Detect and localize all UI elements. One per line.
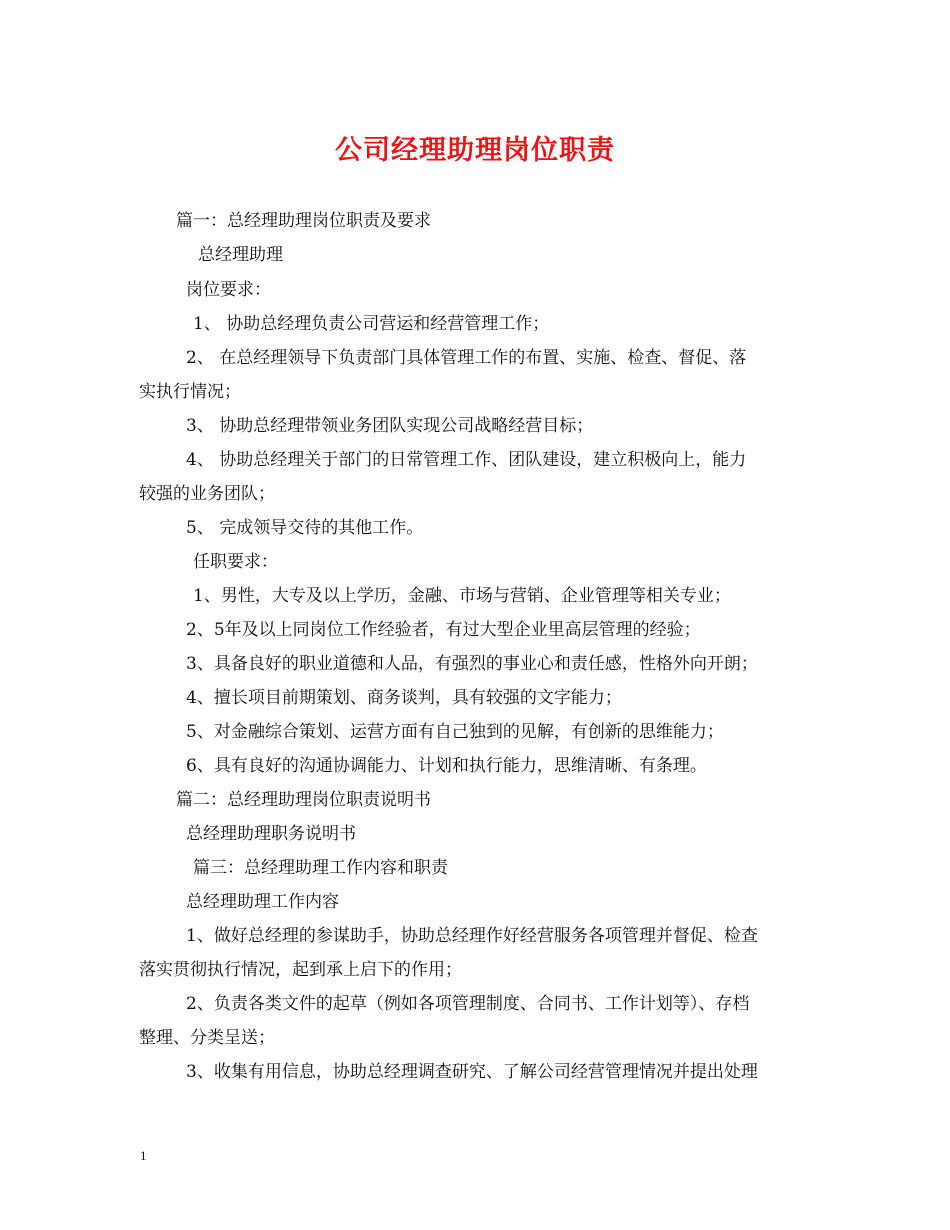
paragraph-line: 6、具有良好的沟通协调能力、计划和执行能力，思维清晰、有条理。 (186, 756, 707, 776)
paragraph-line: 落实贯彻执行情况，起到承上启下的作用； (139, 960, 462, 980)
paragraph-line: 1、男性，大专及以上学历，金融、市场与营销、企业管理等相关专业； (193, 586, 731, 606)
paragraph-line: 1、 协助总经理负责公司营运和经营管理工作； (193, 314, 550, 334)
paragraph-line: 篇二：总经理助理岗位职责说明书 (176, 790, 431, 810)
paragraph-line: 任职要求： (193, 552, 278, 572)
paragraph-line: 3、 协助总经理带领业务团队实现公司战略经营目标； (186, 416, 594, 436)
paragraph-line: 2、 在总经理领导下负责部门具体管理工作的布置、实施、检查、督促、落 (186, 348, 747, 368)
paragraph-line: 1、做好总经理的参谋助手，协助总经理作好经营服务各项管理并督促、检查 (186, 926, 758, 946)
paragraph-line: 5、 完成领导交待的其他工作。 (186, 518, 424, 538)
paragraph-line: 4、擅长项目前期策划、商务谈判，具有较强的文字能力； (186, 688, 622, 708)
paragraph-line: 3、收集有用信息，协助总经理调查研究、了解公司经营管理情况并提出处理 (186, 1062, 758, 1082)
paragraph-line: 整理、分类呈送； (139, 1028, 275, 1048)
page-number: 1 (140, 1148, 147, 1163)
paragraph-line: 岗位要求： (186, 280, 271, 300)
paragraph-line: 5、对金融综合策划、运营方面有自己独到的见解，有创新的思维能力； (186, 722, 724, 742)
paragraph-line: 实执行情况； (139, 382, 241, 402)
paragraph-line: 篇一：总经理助理岗位职责及要求 (176, 211, 431, 231)
document-title: 公司经理助理岗位职责 (335, 135, 615, 166)
paragraph-line: 3、具备良好的职业道德和人品，有强烈的事业心和责任感，性格外向开朗； (186, 654, 758, 674)
paragraph-line: 较强的业务团队； (139, 484, 275, 504)
paragraph-line: 2、负责各类文件的起草（例如各项管理制度、合同书、工作计划等）、存档 (186, 994, 750, 1014)
paragraph-line: 总经理助理 (198, 245, 283, 265)
paragraph-line: 总经理助理职务说明书 (186, 824, 356, 844)
paragraph-line: 4、 协助总经理关于部门的日常管理工作、团队建设，建立积极向上，能力 (186, 450, 747, 470)
paragraph-line: 2、5年及以上同岗位工作经验者，有过大型企业里高层管理的经验； (186, 620, 701, 640)
paragraph-line: 总经理助理工作内容 (186, 892, 339, 912)
paragraph-line: 篇三：总经理助理工作内容和职责 (193, 858, 448, 878)
